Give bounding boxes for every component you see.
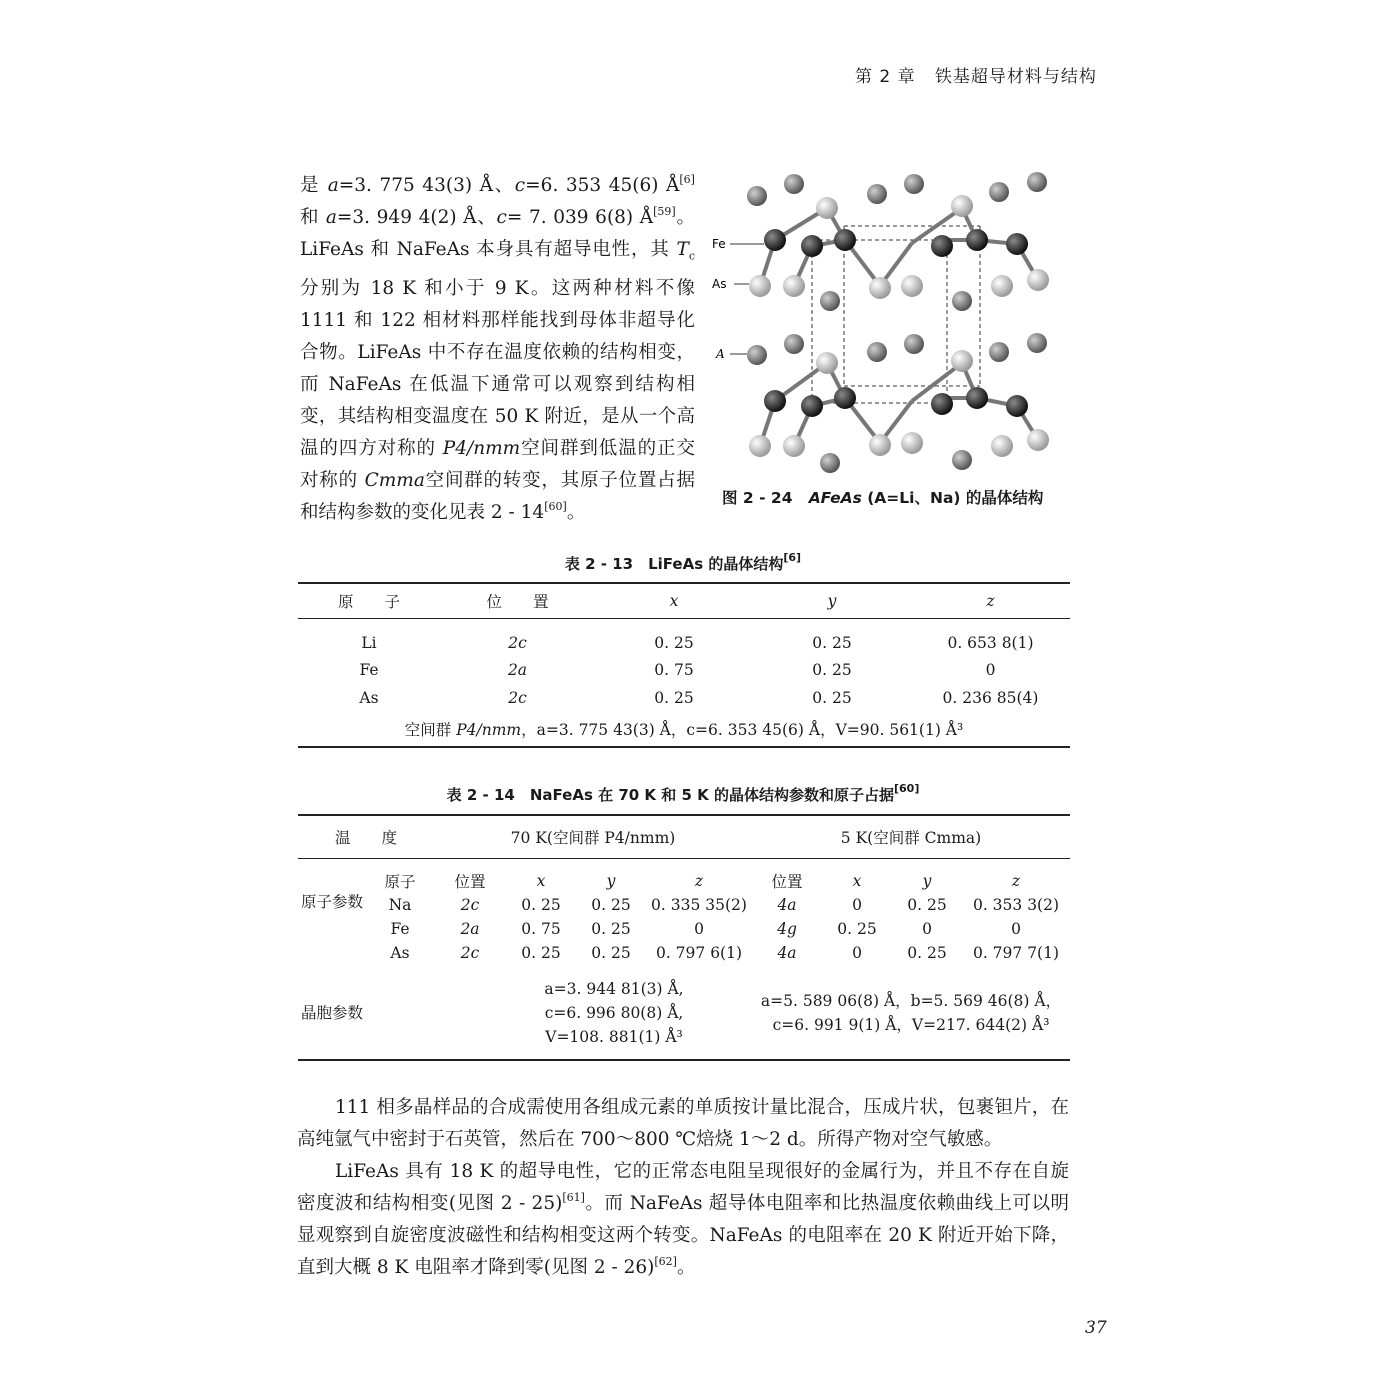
chapter-number: 第 2 章 [855, 67, 916, 87]
crystal-structure-figure [712, 168, 1072, 473]
fe-atoms [764, 229, 1028, 417]
citation: [60] [893, 782, 920, 795]
table-row: As 2c 0. 25 0. 25 0. 236 85(4) [359, 688, 1039, 707]
body-paragraphs [297, 1092, 1069, 1284]
citation: [61] [562, 1191, 585, 1204]
citation: [6] [783, 551, 802, 564]
crystal-structure-diagram [712, 168, 1072, 473]
table-row: Fe 2a 0. 75 0. 25 0 4g 0. 25 0 0 [390, 920, 1021, 938]
table-row: As 2c 0. 25 0. 25 0. 797 6(1) 4a 0 0. 25 0. 797 7(1) [390, 944, 1060, 962]
table-row: Fe 2a 0. 75 0. 25 0 [359, 661, 996, 680]
a-label: A [716, 347, 725, 361]
chapter-title: 铁基超导材料与结构 [934, 67, 1097, 87]
paragraph-synthesis: 111 相多晶样品的合成需使用各组成元素的单质按计量比混合，压成片状，包裹钽片，在高纯氩气中密封于石英管，然后在 700～800 ℃焙烧 1～2 d。所得产物对空气敏感。 [297, 1097, 1069, 1150]
table14-header: 温 度 70 K(空间群 P4/nmm) 5 K(空间群 Cmma) [298, 815, 1070, 859]
table14-subheader: 原子参数 原子 位置 x y z 位置 x y z [300, 872, 1021, 911]
paragraph-properties: LiFeAs 具有 18 K 的超导电性，它的正常态电阻呈现很好的金属行为，并且不存在自旋密度波和结构相变(见图 2 - 25)[61]。而 NaFeAs 超导体电阻率和比热温度依赖曲线上可以明显观察到自旋密度波磁性和结构相变这两个转变。NaFeAs 的电阻率在 20 K 附近开始下降，直到大概 8 K 电阻率才降到零(见图 2 - 26)[62]。 [297, 1161, 1070, 1278]
table14-cell-params: 晶胞参数 a=3. 944 81(3) Å, c=6. 996 80(8) Å, V=108. 881(1) Å³ a=5. 589 06(8) Å，b=5. 569 46(8) Å， c=6. 991 9(1) Å，V=217. 644(2) Å³ [298, 965, 1070, 1060]
table14 [298, 814, 1070, 1061]
a-site-atoms [747, 172, 1047, 473]
intro-paragraph: 是 a=3. 775 43(3) Å、c=6. 353 45(6) Å[6]和 a=3. 949 4(2) Å、c= 7. 039 6(8) Å[59]。LiFeAs 和 NaFeAs 本身具有超导电性，其 $T_c$分别为 18 K 和小于 9 K。这两种材料不像 1111 和 122 相材料那样能找到母体非超导化合物。LiFeAs 中不存在温度依赖的结构相变，而 NaFeAs 在低温下通常可以观察到结构相变，其结构相变温度在 50 K 附近，是从一个高温的四方对称的 P4/nmm空间群到低温的正交对称的 Cmma空间群的转变，其原子位置占据和结构参数的变化见表 2 - 14[60]。 [300, 173, 695, 523]
fe-label: Fe [712, 237, 726, 251]
table-row: Na 2c 0. 25 0. 25 0. 335 35(2) 4a 0 0. 25 0. 353 3(2) [388, 896, 1060, 914]
citation: [59] [653, 205, 676, 218]
citation: [62] [654, 1255, 677, 1268]
table13-footer: 空间群 P4/nmm，a=3. 775 43(3) Å，c=6. 353 45(6) Å，V=90. 561(1) Å³ [298, 712, 1070, 747]
page-number: 37 [1085, 1318, 1107, 1338]
label-leaders [730, 244, 764, 354]
table13-header: 原 子 位 置 x y z [298, 583, 1070, 619]
running-head [855, 62, 1097, 87]
citation: [60] [544, 499, 567, 513]
citation: [6] [679, 173, 695, 186]
figure-caption: 图 2 - 24 AFeAs (A=Li、Na) 的晶体结构 [722, 489, 1044, 507]
as-label: As [712, 277, 727, 291]
unit-cell-outline [812, 226, 980, 403]
table-row: Li 2c 0. 25 0. 25 0. 653 8(1) [361, 633, 1034, 652]
table13 [298, 582, 1070, 748]
table14-caption: 表 2 - 14 NaFeAs 在 70 K 和 5 K 的晶体结构参数和原子占据[60] [446, 782, 920, 804]
table13-caption: 表 2 - 13 LiFeAs 的晶体结构[6] [564, 551, 802, 573]
